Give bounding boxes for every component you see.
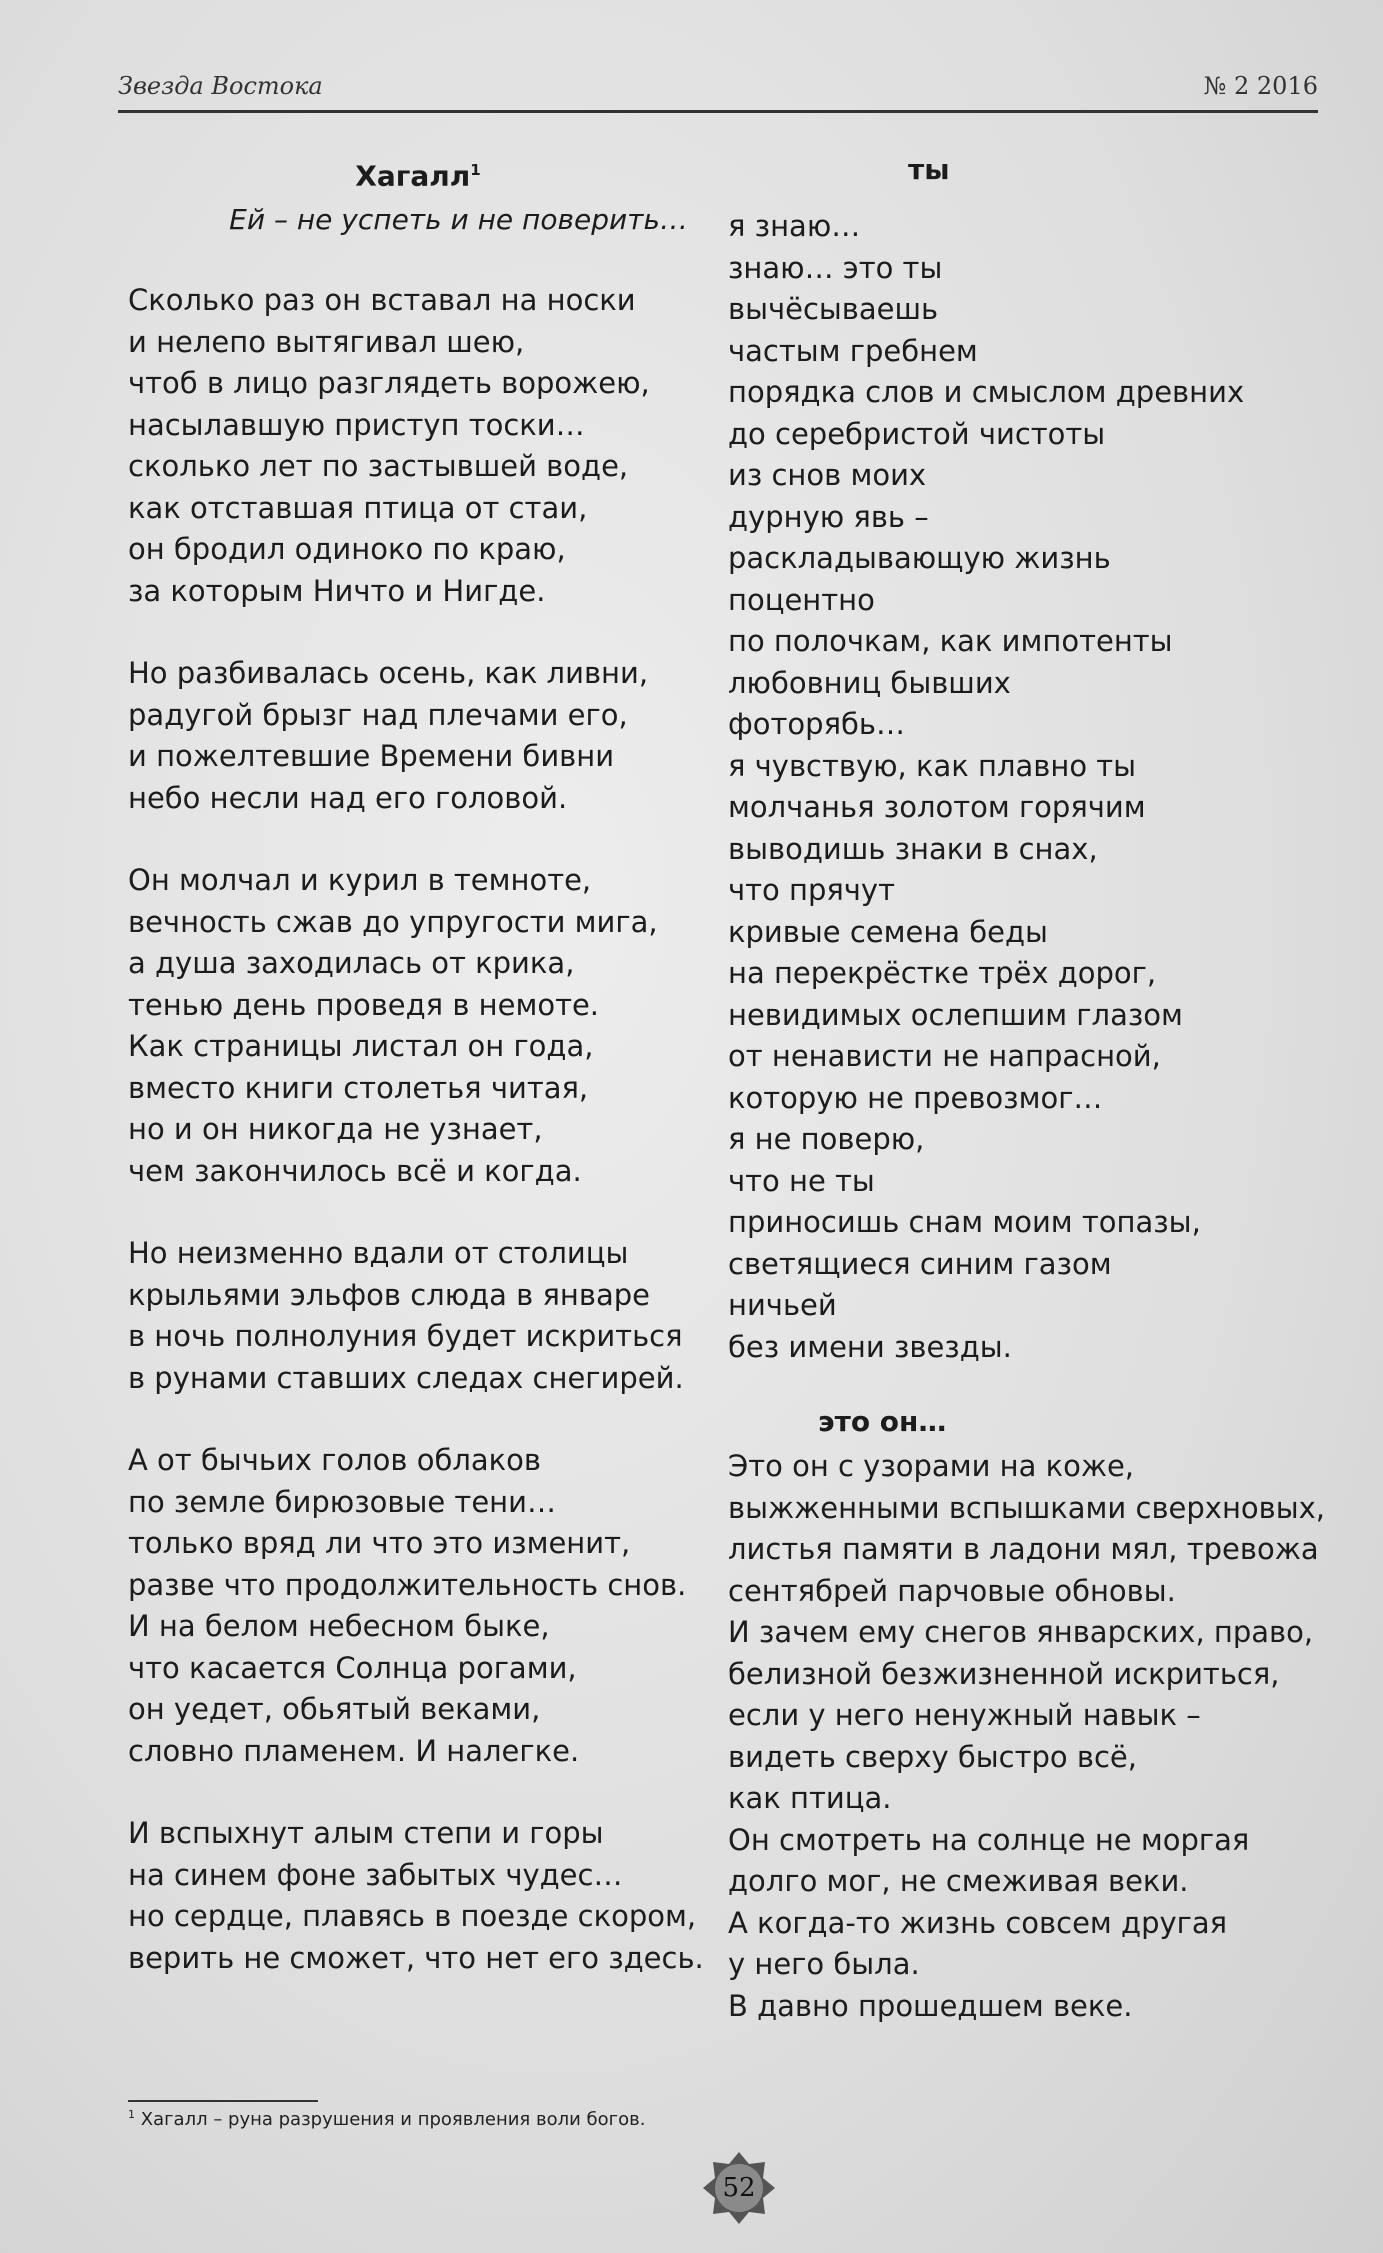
verse-line: что прячут (728, 873, 895, 907)
left-column (128, 150, 708, 1979)
epigraph: Ей – не успеть и не поверить… (229, 203, 688, 237)
footnote-rule (128, 2100, 318, 2102)
verse-line: чтоб в лицо разглядеть ворожею, (128, 366, 650, 401)
footnote (128, 2108, 645, 2130)
verse-line: Но разбивалась осень, как ливни, (128, 656, 649, 691)
verse-line: что касается Солнца рогами, (128, 1650, 577, 1685)
verse-line: видеть сверху быстро всё, (728, 1739, 1137, 1774)
verse-line: А от бычьих голов облаков (128, 1443, 541, 1478)
footnote-number: 1 (128, 2108, 135, 2121)
verse-line: Он молчал и курил в темноте, (128, 863, 592, 898)
stanza (128, 653, 708, 819)
verse-line: Как страницы листал он года, (128, 1029, 594, 1064)
running-header (118, 72, 1318, 108)
verse-line: но и он никогда не узнает, (128, 1112, 543, 1147)
verse-line: выжженными вспышками сверхновых, (728, 1490, 1326, 1525)
verse-line: от ненависти не напрасной, (728, 1039, 1161, 1073)
verse-line: долго мог, не смеживая веки. (728, 1864, 1189, 1898)
verse-line: на перекрёстке трёх дорог, (728, 956, 1157, 990)
stanza (128, 860, 708, 1192)
poem-title-eto-on: это он… (818, 1405, 947, 1438)
verse-line: из снов моих (728, 458, 927, 492)
verse-line: и пожелтевшие Времени бивни (128, 739, 615, 774)
poem-title-hagall (128, 150, 708, 196)
stanza (128, 1813, 708, 1979)
header-rule (118, 110, 1318, 113)
verse-line: белизной безжизненной искриться, (728, 1656, 1280, 1691)
verse-line: вечность сжав до упругости мига, (128, 904, 658, 939)
verse-line: по земле бирюзовые тени… (128, 1484, 556, 1519)
verse-line: невидимых ослепшим глазом (728, 997, 1183, 1032)
verse-line: сентябрей парчовые обновы. (728, 1573, 1176, 1608)
verse-line: только вряд ли что это изменит, (128, 1526, 631, 1561)
verse-line: что не ты (728, 1163, 875, 1198)
verse-line: Сколько раз он вставал на носки (128, 283, 636, 318)
verse-line: в рунами ставших следах снегирей. (128, 1360, 684, 1395)
verse-line: я не поверю, (728, 1122, 925, 1156)
verse-line: любовниц бывших (728, 665, 1011, 700)
verse-line: Это он с узорами на коже, (728, 1449, 1135, 1483)
stanza (128, 1440, 708, 1772)
right-column (728, 150, 1338, 2027)
verse-line: приносишь снам моим топазы, (728, 1205, 1201, 1239)
poem-title-text: Хагалл (355, 159, 471, 193)
verse-line: я чувствую, как плавно ты (728, 748, 1137, 783)
verse-line: молчанья золотом горячим (728, 790, 1146, 824)
verse-line: вычёсываешь (728, 292, 939, 326)
verse-line: чем закончилось всё и когда. (128, 1153, 582, 1188)
verse-line: кривые семена беды (728, 914, 1048, 949)
verse-line: за которым Ничто и Нигде. (128, 573, 546, 608)
verse-line: если у него ненужный навык – (728, 1698, 1201, 1732)
footnote-mark: 1 (470, 161, 481, 179)
verse-line: небо несли над его головой. (128, 780, 568, 815)
issue-number: № 2 2016 (1203, 72, 1318, 100)
verse-line: дурную явь – (728, 499, 929, 534)
poem-title-ty: ты (908, 153, 950, 186)
verse-line: тенью день проведя в немоте. (128, 987, 600, 1022)
verse-line: но сердце, плавясь в поезде скором, (128, 1899, 697, 1934)
verse-line: раскладывающую жизнь (728, 541, 1111, 575)
verse-line: разве что продолжительность снов. (128, 1567, 687, 1602)
verse-line: как отставшая птица от стаи, (128, 490, 588, 525)
verse-line: на синем фоне забытых чудес… (128, 1857, 623, 1892)
stanza (128, 1233, 708, 1399)
verse-line: частым гребнем (728, 333, 978, 368)
verse-line: И зачем ему снегов январских, право, (728, 1615, 1314, 1649)
verse-line: вместо книги столетья читая, (128, 1070, 589, 1105)
journal-title: Звезда Востока (118, 72, 323, 100)
verse-line: поцентно (728, 582, 875, 617)
verse-line: я знаю… (728, 209, 861, 243)
verse-line: а душа заходилась от крика, (128, 946, 575, 981)
verse-line: у него была. (728, 1947, 920, 1981)
verse-line: листья памяти в ладони мял, тревожа (728, 1532, 1319, 1566)
verse-line: радугой брызг над плечами его, (128, 697, 628, 732)
verse-line: А когда-то жизнь совсем другая (728, 1905, 1228, 1940)
verse-line: Но неизменно вдали от столицы (128, 1236, 629, 1271)
verse-line: порядка слов и смыслом древних (728, 375, 1245, 409)
verse-line: светящиеся синим газом (728, 1246, 1112, 1281)
verse-line: сколько лет по застывшей воде, (128, 449, 629, 484)
verse-line: И на белом небесном быке, (128, 1609, 550, 1644)
verse-line: без имени звезды. (728, 1329, 1012, 1364)
verse-line: по полочкам, как импотенты (728, 624, 1173, 658)
verse-line: в ночь полнолуния будет искриться (128, 1319, 683, 1354)
verse-line: и нелепо вытягивал шею, (128, 324, 525, 359)
verse-line: Он смотреть на солнце не моргая (728, 1822, 1250, 1857)
poem-body-hagall (128, 280, 708, 1979)
poem-body-ty (728, 206, 1338, 1368)
verse-line: он бродил одиноко по краю, (128, 532, 566, 567)
verse-line: выводишь знаки в снах, (728, 831, 1098, 866)
verse-line: знаю… это ты (728, 250, 943, 285)
verse-line: до серебристой чистоты (728, 416, 1106, 451)
verse-line: фоторябь… (728, 707, 906, 741)
verse-line: которую не превозмог… (728, 1080, 1103, 1115)
poem-body-eto-on (728, 1446, 1338, 2027)
verse-line: верить не сможет, что нет его здесь. (128, 1940, 704, 1975)
page-number: 52 (722, 2173, 756, 2203)
verse-line: он уедет, обьятый веками, (128, 1692, 541, 1727)
verse-line: насылавшую приступ тоски… (128, 407, 585, 442)
footnote-text: Хагалл – руна разрушения и проявления воли богов. (140, 2109, 646, 2130)
verse-line: В давно прошедшем веке. (728, 1988, 1133, 2023)
verse-line: крыльями эльфов слюда в январе (128, 1277, 650, 1312)
verse-line: ничьей (728, 1288, 837, 1322)
verse-line: словно пламенем. И налегке. (128, 1733, 580, 1768)
stanza (128, 280, 708, 612)
verse-line: как птица. (728, 1781, 892, 1815)
verse-line: И вспыхнут алым степи и горы (128, 1816, 604, 1851)
